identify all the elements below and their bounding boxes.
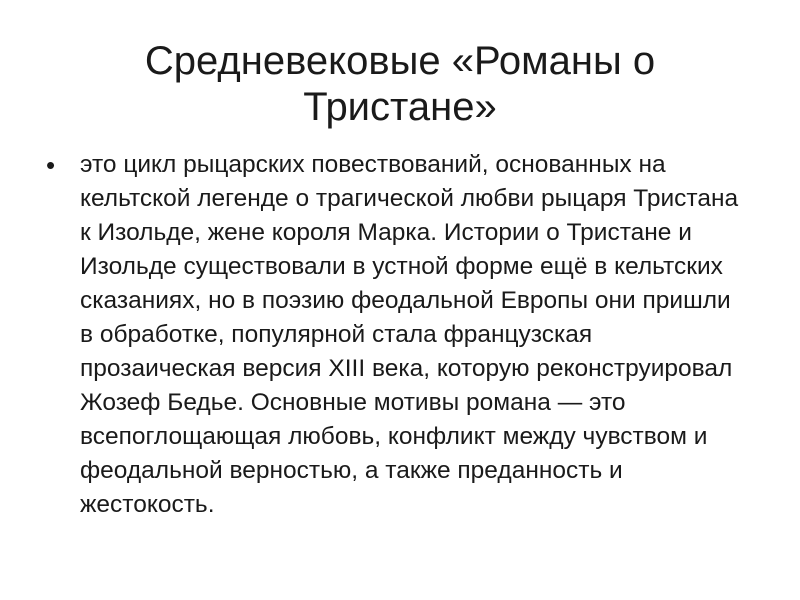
bullet-marker-icon: •: [46, 150, 56, 180]
bullet-list: [46, 148, 746, 522]
slide-title: Средневековые «Романы о Тристане»: [144, 39, 656, 129]
bullet-text: это цикл рыцарских повествований, основанных на кельтской легенде о трагической любви рыцаря Тристана к Изольде, жене короля Марка. Истории о Тристане и Изольде существовали в устной форме ещё в кельтских сказаниях, но в поэзию феодальной Европы они пришли в обработке, популярной стала французская прозаическая версия XIII века, которую реконструировал Жозеф Бедье. Основные мотивы романа — это всепоглощающая любовь, конфликт между чувством и феодальной верностью, а также преданность и жестокость.: [80, 151, 739, 518]
bullet-item: [46, 148, 746, 522]
